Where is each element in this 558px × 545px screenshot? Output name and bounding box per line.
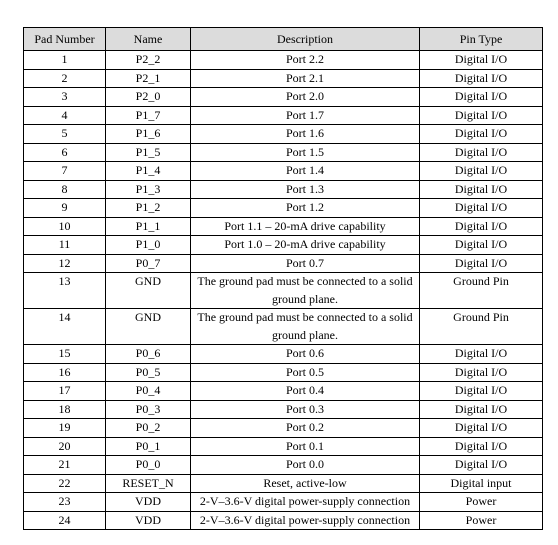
cell-pad-number: 1: [24, 51, 106, 70]
cell-description: Port 1.3: [191, 180, 420, 199]
table-row: [24, 51, 543, 70]
table-row: [24, 309, 543, 345]
cell-pad-number: 20: [24, 437, 106, 456]
cell-pin-type: Digital I/O: [420, 180, 543, 199]
cell-name: RESET_N: [106, 474, 191, 493]
cell-name: P0_5: [106, 363, 191, 382]
cell-name: P0_2: [106, 419, 191, 438]
cell-pad-number: 14: [24, 309, 106, 345]
cell-description: Port 2.1: [191, 69, 420, 88]
cell-pin-type: Digital I/O: [420, 456, 543, 475]
cell-name: VDD: [106, 511, 191, 530]
table-row: [24, 400, 543, 419]
cell-pad-number: 17: [24, 382, 106, 401]
cell-name: P2_0: [106, 88, 191, 107]
table-body: [24, 51, 543, 530]
cell-name: GND: [106, 273, 191, 309]
cell-pin-type: Power: [420, 493, 543, 512]
table-row: [24, 273, 543, 309]
cell-name: P1_2: [106, 199, 191, 218]
cell-pin-type: Ground Pin: [420, 273, 543, 309]
cell-pad-number: 8: [24, 180, 106, 199]
cell-description: Port 2.0: [191, 88, 420, 107]
cell-description: Port 0.7: [191, 254, 420, 273]
table-row: [24, 88, 543, 107]
table-row: [24, 345, 543, 364]
table-row: [24, 236, 543, 255]
cell-name: P1_1: [106, 217, 191, 236]
cell-pin-type: Digital input: [420, 474, 543, 493]
cell-description: Port 1.0 – 20-mA drive capability: [191, 236, 420, 255]
cell-pad-number: 22: [24, 474, 106, 493]
cell-pad-number: 11: [24, 236, 106, 255]
header-name: Name: [106, 28, 191, 51]
cell-pad-number: 12: [24, 254, 106, 273]
header-pad-number: Pad Number: [24, 28, 106, 51]
header-pin-type: Pin Type: [420, 28, 543, 51]
table-row: [24, 456, 543, 475]
cell-pin-type: Power: [420, 511, 543, 530]
table-row: [24, 180, 543, 199]
cell-description: Port 1.6: [191, 125, 420, 144]
cell-name: P1_7: [106, 106, 191, 125]
cell-description: The ground pad must be connected to a solid ground plane.: [191, 273, 420, 309]
cell-pad-number: 15: [24, 345, 106, 364]
cell-pad-number: 6: [24, 143, 106, 162]
table-row: [24, 199, 543, 218]
table-row: [24, 143, 543, 162]
cell-pin-type: Digital I/O: [420, 236, 543, 255]
cell-name: P0_4: [106, 382, 191, 401]
cell-name: VDD: [106, 493, 191, 512]
table-row: [24, 254, 543, 273]
cell-pad-number: 2: [24, 69, 106, 88]
cell-name: GND: [106, 309, 191, 345]
cell-description: Port 0.2: [191, 419, 420, 438]
table-row: [24, 493, 543, 512]
cell-description: Port 0.0: [191, 456, 420, 475]
cell-pin-type: Digital I/O: [420, 88, 543, 107]
cell-pad-number: 4: [24, 106, 106, 125]
cell-pin-type: Digital I/O: [420, 69, 543, 88]
cell-description: Port 1.4: [191, 162, 420, 181]
cell-pad-number: 24: [24, 511, 106, 530]
cell-pad-number: 21: [24, 456, 106, 475]
cell-description: Reset, active-low: [191, 474, 420, 493]
cell-pin-type: Digital I/O: [420, 345, 543, 364]
table-row: [24, 106, 543, 125]
table-row: [24, 69, 543, 88]
cell-description: Port 1.7: [191, 106, 420, 125]
cell-name: P1_4: [106, 162, 191, 181]
cell-pin-type: Digital I/O: [420, 51, 543, 70]
cell-description: The ground pad must be connected to a solid ground plane.: [191, 309, 420, 345]
cell-pin-type: Digital I/O: [420, 419, 543, 438]
cell-pin-type: Digital I/O: [420, 162, 543, 181]
pin-description-table: [23, 27, 543, 530]
table-header: [24, 28, 543, 51]
cell-pin-type: Digital I/O: [420, 199, 543, 218]
cell-description: Port 1.1 – 20-mA drive capability: [191, 217, 420, 236]
cell-pad-number: 3: [24, 88, 106, 107]
table-row: [24, 511, 543, 530]
cell-pin-type: Digital I/O: [420, 143, 543, 162]
cell-name: P0_1: [106, 437, 191, 456]
table-row: [24, 125, 543, 144]
header-row: [24, 28, 543, 51]
cell-pin-type: Ground Pin: [420, 309, 543, 345]
cell-pad-number: 19: [24, 419, 106, 438]
cell-pin-type: Digital I/O: [420, 217, 543, 236]
cell-name: P0_7: [106, 254, 191, 273]
cell-name: P2_2: [106, 51, 191, 70]
cell-description: 2-V–3.6-V digital power-supply connection: [191, 493, 420, 512]
cell-pin-type: Digital I/O: [420, 437, 543, 456]
cell-name: P1_5: [106, 143, 191, 162]
cell-description: Port 0.5: [191, 363, 420, 382]
table-row: [24, 437, 543, 456]
cell-pad-number: 16: [24, 363, 106, 382]
cell-description: Port 1.2: [191, 199, 420, 218]
cell-pad-number: 5: [24, 125, 106, 144]
cell-pin-type: Digital I/O: [420, 363, 543, 382]
cell-name: P0_6: [106, 345, 191, 364]
cell-description: Port 0.3: [191, 400, 420, 419]
cell-name: P2_1: [106, 69, 191, 88]
table-row: [24, 382, 543, 401]
table-row: [24, 419, 543, 438]
cell-pin-type: Digital I/O: [420, 125, 543, 144]
cell-name: P1_6: [106, 125, 191, 144]
cell-description: Port 0.1: [191, 437, 420, 456]
cell-pin-type: Digital I/O: [420, 382, 543, 401]
cell-description: Port 2.2: [191, 51, 420, 70]
cell-pin-type: Digital I/O: [420, 400, 543, 419]
cell-name: P0_0: [106, 456, 191, 475]
cell-pad-number: 7: [24, 162, 106, 181]
cell-pad-number: 13: [24, 273, 106, 309]
cell-pad-number: 9: [24, 199, 106, 218]
table-row: [24, 217, 543, 236]
table-row: [24, 474, 543, 493]
table-row: [24, 363, 543, 382]
table-row: [24, 162, 543, 181]
cell-name: P1_0: [106, 236, 191, 255]
cell-description: Port 0.6: [191, 345, 420, 364]
cell-description: 2-V–3.6-V digital power-supply connection: [191, 511, 420, 530]
cell-pin-type: Digital I/O: [420, 106, 543, 125]
cell-pad-number: 23: [24, 493, 106, 512]
cell-description: Port 0.4: [191, 382, 420, 401]
header-description: Description: [191, 28, 420, 51]
cell-pin-type: Digital I/O: [420, 254, 543, 273]
cell-pad-number: 10: [24, 217, 106, 236]
cell-name: P1_3: [106, 180, 191, 199]
cell-name: P0_3: [106, 400, 191, 419]
cell-description: Port 1.5: [191, 143, 420, 162]
cell-pad-number: 18: [24, 400, 106, 419]
